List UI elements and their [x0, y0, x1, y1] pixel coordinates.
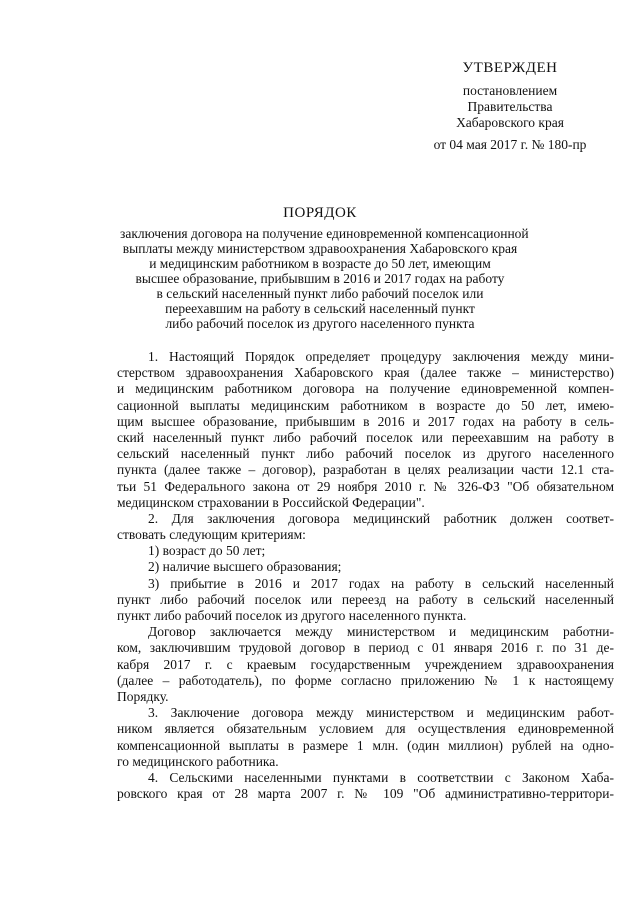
paragraph-line: пункт либо рабочий поселок из другого населенного пункта.: [117, 608, 467, 623]
approval-heading: УТВЕРЖДЕН: [462, 60, 558, 76]
paragraph-line: стерством здравоохранения Хабаровского края (далее также – министерство): [117, 365, 614, 381]
paragraph-line: 1. Настоящий Порядок определяет процедуру заключения между мини-: [148, 349, 614, 364]
paragraph-line: пункта (далее также – договор), разработан в целях реализации части 12.1 ста-: [117, 462, 614, 478]
document-title: ПОРЯДОК: [283, 205, 357, 221]
paragraph-line: Порядку.: [117, 688, 169, 704]
paragraph-line: ствовать следующим критериям:: [117, 527, 306, 543]
paragraph-line: (далее – работодатель), по форме согласно приложению № 1 к настоящему: [117, 672, 614, 688]
paragraph-line: 2. Для заключения договора медицинский работник должен соответ-: [148, 510, 614, 526]
paragraph-line: ровского края от 28 марта 2007 г. № 109 "Об административно-территори-: [117, 786, 614, 802]
paragraph-line: Договор заключается между министерством и медицинским работни-: [148, 624, 614, 640]
paragraph-line: ком, заключившим трудовой договор в период с 01 января 2016 г. по 31 де-: [117, 640, 614, 656]
subtitle-line: выплаты между министерством здравоохранения Хабаровского края: [122, 241, 518, 256]
paragraph-line: тьи 51 Федерального закона от 29 ноября 2010 г. № 326-ФЗ "Об обязательном: [117, 478, 614, 494]
paragraph-line: щим высшее образование, прибывшим в 2016 и 2017 годах на работу в сель-: [117, 413, 614, 429]
paragraph-line: го медицинского работника.: [117, 753, 279, 769]
approval-line: постановлением: [462, 83, 558, 98]
paragraph-line: медицинском страховании в Российской Федерации".: [117, 494, 425, 510]
paragraph-p2-1: [117, 543, 614, 559]
document-body: [117, 349, 614, 802]
paragraph-line: сационной выплаты медицинским работником в возрасте до 50 лет, имею-: [117, 397, 614, 413]
approval-stamp: [410, 60, 610, 153]
paragraph-p2-3: [117, 576, 614, 625]
subtitle-line: заключения договора на получение единовременной компенсационной: [120, 226, 529, 241]
subtitle-line: в сельский населенный пункт либо рабочий поселок или: [156, 286, 484, 301]
subtitle-line: высшее образование, прибывшим в 2016 и 2017 годах на работу: [135, 271, 505, 286]
subtitle-line: и медицинским работником в возрасте до 50 лет, имеющим: [149, 256, 491, 271]
paragraph-line: 3. Заключение договора между министерством и медицинским работ-: [148, 705, 614, 721]
subtitle-line: либо рабочий поселок из другого населенного пункта: [165, 316, 475, 331]
paragraph-p2: [117, 511, 614, 543]
document-subtitle: [120, 226, 529, 331]
paragraph-p2-4: [117, 624, 614, 705]
paragraph-line: сельский населенный пункт либо рабочий поселок из другого населенного: [117, 446, 614, 462]
paragraph-line: пункт либо рабочий поселок или переезд на работу в сельский населенный: [117, 591, 614, 607]
subtitle-line: переехавшим на работу в сельский населенный пункт: [165, 301, 475, 316]
paragraph-p4: [117, 770, 614, 802]
approval-date-line: от 04 мая 2017 г. № 180-пр: [433, 137, 587, 152]
paragraph-line: 1) возраст до 50 лет;: [148, 543, 266, 559]
paragraph-p2-2: [117, 559, 614, 575]
paragraph-line: компенсационной выплаты в размере 1 млн. (один миллион) рублей на одно-: [117, 737, 614, 753]
approval-line: Правительства: [467, 99, 553, 114]
paragraph-p1: [117, 349, 614, 511]
paragraph-line: 3) прибытие в 2016 и 2017 годах на работу в сельский населенный: [148, 575, 614, 591]
paragraph-line: 4. Сельскими населенными пунктами в соответствии с Законом Хаба-: [148, 769, 614, 785]
paragraph-p3: [117, 705, 614, 770]
approval-line: Хабаровского края: [456, 115, 564, 130]
paragraph-line: ником является обязательным условием для осуществления единовременной: [117, 721, 614, 737]
paragraph-line: 2) наличие высшего образования;: [148, 559, 342, 575]
paragraph-line: и медицинским работником договора на получение единовременной компен-: [117, 381, 614, 397]
paragraph-line: кабря 2017 г. с краевым государственным учреждением здравоохранения: [117, 656, 614, 672]
paragraph-line: ский населенный пункт либо рабочий поселок или переехавшим на работу в: [117, 429, 614, 445]
